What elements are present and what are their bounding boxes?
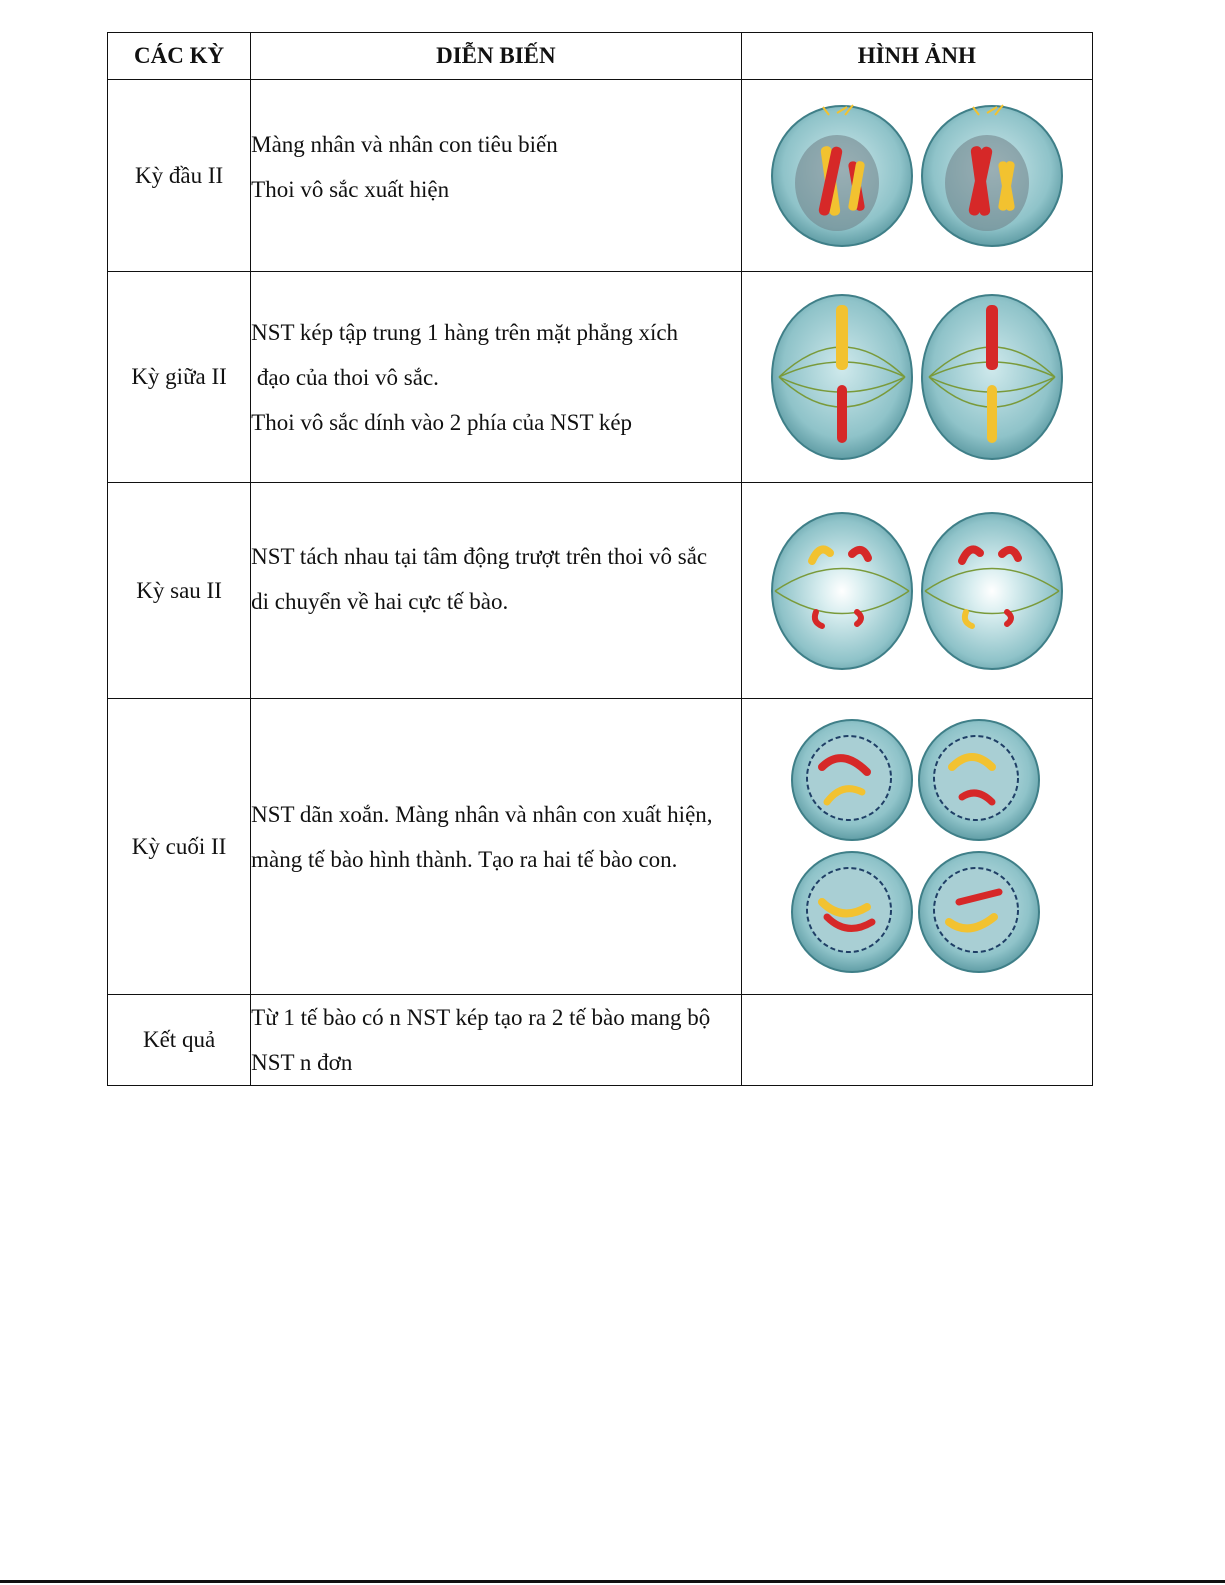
cell-left (772, 105, 912, 246)
row-prophase-ii (108, 80, 1093, 272)
daughter-cell (792, 720, 912, 840)
phase-label: Kỳ đầu II (108, 80, 251, 272)
cell-right (922, 105, 1062, 246)
description-line: NST n đơn (251, 1050, 353, 1075)
cell-right (922, 513, 1062, 669)
page-bottom-rule (0, 1580, 1225, 1583)
cell-right (922, 295, 1062, 459)
description-line: Thoi vô sắc xuất hiện (251, 176, 450, 202)
phase-description (251, 699, 741, 995)
phase-label: Kỳ sau II (108, 483, 251, 699)
phase-label: Kỳ giữa II (108, 272, 251, 483)
chromosome-red (986, 305, 998, 370)
daughter-cell (792, 852, 912, 972)
header-process: DIỄN BIẾN (251, 33, 741, 80)
row-anaphase-ii (108, 483, 1093, 699)
cell-left (772, 295, 912, 459)
telophase-ii-illustration (787, 712, 1047, 982)
header-image: HÌNH ẢNH (741, 33, 1092, 80)
phase-description (251, 483, 741, 699)
phase-label: Kỳ cuối II (108, 699, 251, 995)
header-phase: CÁC KỲ (108, 33, 251, 80)
description-line: di chuyển về hai cực tế bào. (251, 588, 509, 614)
chromosome-yellow (987, 385, 997, 443)
description-line: màng tế bào hình thành. Tạo ra hai tế bào con. (251, 846, 678, 872)
chromosome-red (837, 385, 847, 443)
description-line: NST kép tập trung 1 hàng trên mặt phẳng xích (251, 319, 679, 345)
description-line: Màng nhân và nhân con tiêu biến (251, 131, 558, 157)
row-metaphase-ii (108, 272, 1093, 483)
description-line: Từ 1 tế bào có n NST kép tạo ra 2 tế bào mang bộ (251, 1005, 711, 1030)
phase-image-cell (741, 80, 1092, 272)
metaphase-ii-illustration (767, 287, 1067, 467)
phase-description (251, 272, 741, 483)
phase-description (251, 80, 741, 272)
phase-label: Kết quả (108, 995, 251, 1086)
description-line: NST tách nhau tại tâm động trượt trên thoi vô sắc (251, 543, 708, 569)
description-line: đạo của thoi vô sắc. (251, 364, 439, 390)
phase-image-cell (741, 483, 1092, 699)
phase-description (251, 995, 741, 1086)
row-result (108, 995, 1093, 1086)
description-line: Thoi vô sắc dính vào 2 phía của NST kép (251, 409, 633, 435)
description-line: NST dãn xoắn. Màng nhân và nhân con xuất hiện, (251, 801, 713, 827)
daughter-cell (919, 852, 1039, 972)
header-row (108, 33, 1093, 80)
anaphase-ii-illustration (767, 506, 1067, 676)
phase-image-cell (741, 699, 1092, 995)
phase-image-cell (741, 272, 1092, 483)
prophase-ii-illustration (767, 91, 1067, 261)
cell-left (772, 513, 912, 669)
row-telophase-ii (108, 699, 1093, 995)
daughter-cell (919, 720, 1039, 840)
phase-image-cell (741, 995, 1092, 1086)
meiosis-ii-table (107, 32, 1093, 1086)
chromosome-yellow (836, 305, 848, 370)
